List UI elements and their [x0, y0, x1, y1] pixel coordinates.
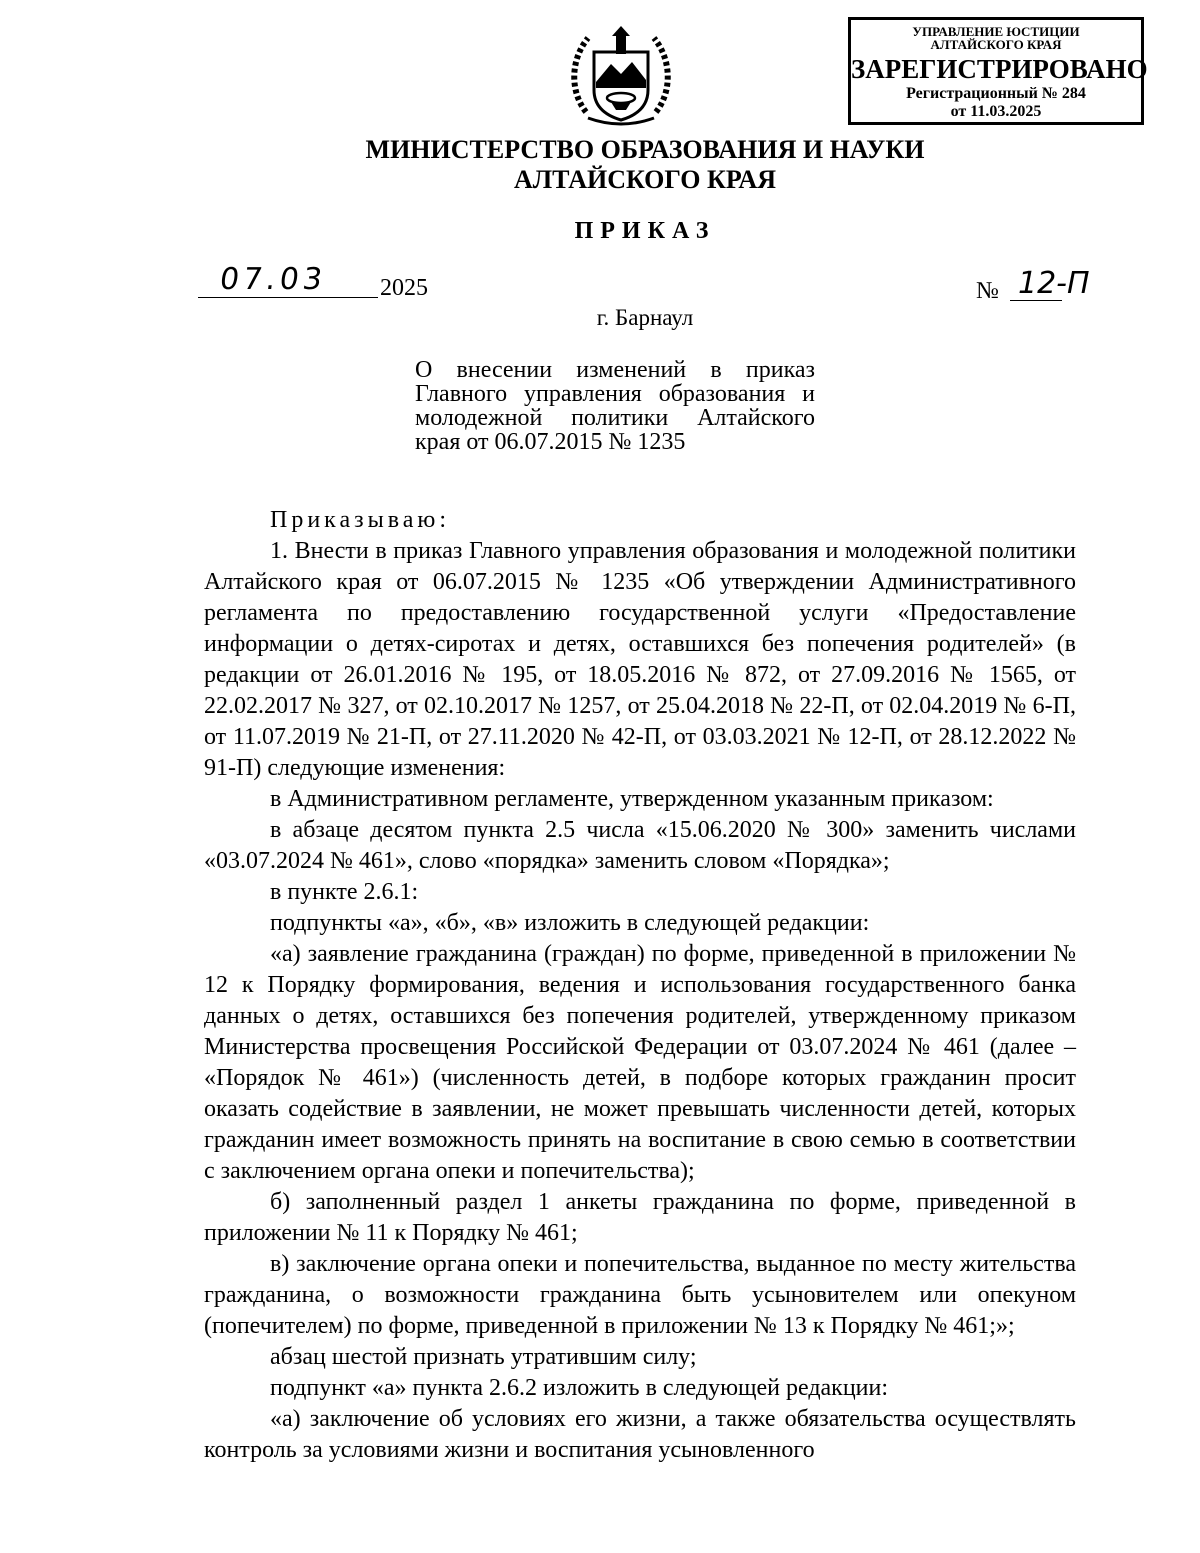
order-subject [415, 358, 815, 454]
subject-line2: Главного управления образования и [415, 381, 815, 407]
paragraph-8: в) заключение органа опеки и попечительства, выданное по месту жительства гражданина, о возможности гражданина быть усыновителем или опекуном (попечителем) по форме, приведенной в приложении № 13 к Порядку № 461;»; [204, 1251, 1076, 1339]
document-type: ПРИКАЗ [574, 218, 716, 244]
stamp-status: ЗАРЕГИСТРИРОВАНО [851, 54, 1148, 84]
altai-krai-coat-of-arms-icon [566, 22, 676, 132]
paragraph-6: «а) заявление гражданина (граждан) по форме, приведенной в приложении № 12 к Порядку формирования, ведения и использования государственного банка данных о детях, оставшихся без попечения родителей, утвержденному приказом Министерства просвещения Российской Федерации от 03.07.2024 № 461 (далее – «Порядок № 461») (численность детей, в подборе которых гражданин просит оказать содействие в заявлении, не может превышать численности детей, которых гражданин имеет возможность принять на воспитание в свою семью в соответствии с заключением органа опеки и попечительства); [204, 941, 1076, 1184]
order-directive: Приказываю: [270, 507, 450, 533]
stamp-authority-line1: УПРАВЛЕНИЕ ЮСТИЦИИ [912, 24, 1080, 39]
subject-line4: края от 06.07.2015 № 1235 [415, 429, 686, 455]
order-body [204, 505, 1076, 1466]
paragraph-2: в Административном регламенте, утвержденном указанным приказом: [270, 786, 994, 812]
registration-stamp [848, 17, 1148, 125]
paragraph-9: абзац шестой признать утратившим силу; [270, 1344, 697, 1370]
handwritten-number: 12-П [1018, 266, 1090, 301]
number-sign: № [976, 278, 999, 304]
paragraph-7: б) заполненный раздел 1 анкеты гражданина по форме, приведенной в приложении № 11 к Порядку № 461; [204, 1189, 1076, 1246]
paragraph-1: 1. Внести в приказ Главного управления образования и молодежной политики Алтайского края от 06.07.2015 № 1235 «Об утверждении Административного регламента по предоставлению государственной услуги «Предоставление информации о детях-сиротах и детях, оставшихся без попечения родителей» (в редакции от 26.01.2016 № 195, от 18.05.2016 № 872, от 27.09.2016 № 1565, от 22.02.2017 № 327, от 02.10.2017 № 1257, от 25.04.2018 № 22-П, от 02.04.2019 № 6-П, от 11.07.2019 № 21-П, от 27.11.2020 № 42-П, от 03.03.2021 № 12-П, от 28.12.2022 № 91-П) следующие изменения: [204, 538, 1076, 781]
ministry-title [300, 135, 990, 195]
subject-line3: молодежной политики Алтайского [415, 405, 815, 431]
ministry-title-line2: АЛТАЙСКОГО КРАЯ [514, 165, 776, 194]
stamp-reg-date: от 11.03.2025 [950, 103, 1042, 120]
date-underline [198, 297, 378, 298]
stamp-authority-line2: АЛТАЙСКОГО КРАЯ [930, 37, 1062, 52]
paragraph-4: в пункте 2.6.1: [270, 879, 419, 905]
paragraph-5: подпункты «а», «б», «в» изложить в следующей редакции: [270, 910, 870, 936]
paragraph-10: подпункт «а» пункта 2.6.2 изложить в следующей редакции: [270, 1375, 889, 1401]
subject-line1: О внесении изменений в приказ [415, 357, 815, 383]
ministry-title-line1: МИНИСТЕРСТВО ОБРАЗОВАНИЯ И НАУКИ [365, 135, 925, 164]
paragraph-11: «а) заключение об условиях его жизни, а также обязательства осуществлять контроль за условиями жизни и воспитания усыновленного [204, 1406, 1076, 1463]
stamp-reg-number: Регистрационный № 284 [906, 85, 1086, 102]
number-underline [1010, 300, 1062, 301]
coat-of-arms-emblem [566, 22, 676, 132]
handwritten-date: 07.03 [217, 262, 329, 297]
paragraph-3: в абзаце десятом пункта 2.5 числа «15.06.2020 № 300» заменить числами «03.07.2024 № 461», слово «порядка» заменить словом «Порядка»; [204, 817, 1076, 874]
order-year: 2025 [380, 275, 428, 301]
order-number [976, 268, 1096, 308]
city: г. Барнаул [596, 305, 694, 330]
order-date [198, 262, 448, 300]
